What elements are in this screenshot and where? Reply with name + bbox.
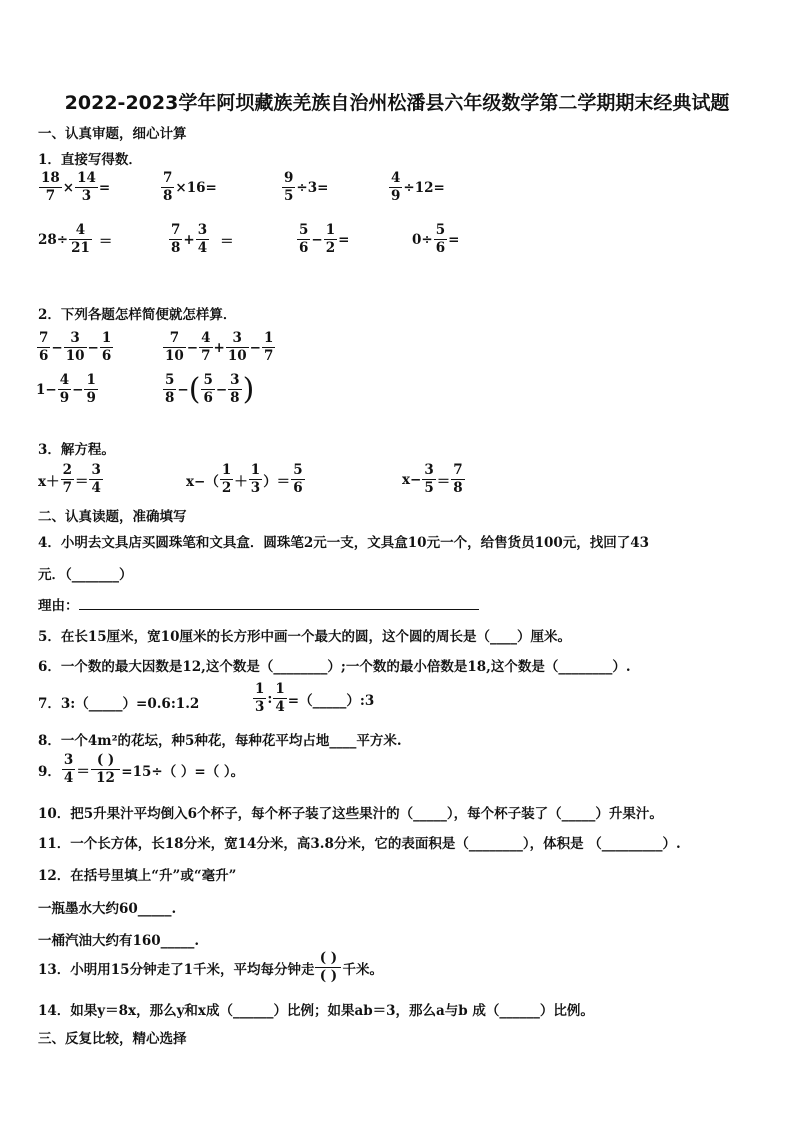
q10-text: 10．把5升果汁平均倒入6个杯子，每个杯子装了这些果汁的（_____），每个杯子装了（_____）升果汁。 bbox=[38, 806, 663, 822]
q11-text: 11．一个长方体，长18分米，宽14分米，高3.8分米，它的表面积是（________），体积是 （_________）. bbox=[38, 836, 681, 852]
q13-expr: 13．小明用15分钟走了1千米，平均每分钟走 $\frac{( )}{( )}$ 千米。 bbox=[38, 950, 383, 984]
q1-expr-6: $\frac{7}{8}$ + $\frac{3}{4}$ ＝ bbox=[171, 222, 234, 256]
q1-expr-2: $\frac{7}{8}$ ×16= bbox=[163, 170, 217, 204]
q2-expr-2: $\frac{7}{10}$ − $\frac{4}{7}$ + $\frac{3}{10}$ − $\frac{1}{7}$ bbox=[165, 330, 274, 364]
q12-line-1: 一瓶墨水大约60_____. bbox=[38, 901, 177, 917]
page-title: 2022-2023学年阿坝藏族羌族自治州松潘县六年级数学第二学期期末经典试题 bbox=[64, 92, 730, 114]
q3-equation-1: x＋ $\frac{2}{7}$ ＝ $\frac{3}{4}$ bbox=[38, 462, 101, 496]
q4-line-1: 4．小明去文具店买圆珠笔和文具盒．圆珠笔2元一支，文具盒10元一个，给售货员100元，找回了43 bbox=[38, 535, 650, 551]
q8-text: 8．一个4m²的花坛，种5种花，每种花平均占地____平方米. bbox=[38, 733, 402, 749]
q4-reason bbox=[38, 594, 479, 614]
q3-equation-3: x− $\frac{3}{5}$ ＝ $\frac{7}{8}$ bbox=[402, 462, 463, 496]
section-heading-1: 一、认真审题，细心计算 bbox=[38, 126, 187, 142]
section-heading-3: 三、反复比较，精心选择 bbox=[38, 1031, 187, 1047]
q1-expr-7: $\frac{5}{6}$ − $\frac{1}{2}$ = bbox=[299, 222, 350, 256]
q9-expr: 9． $\frac{3}{4}$ ＝ $\frac{( )}{12}$ =15÷（ ）=（ ）。 bbox=[38, 752, 245, 786]
q1-expr-4: $\frac{4}{9}$ ÷12= bbox=[391, 170, 445, 204]
q3-label: 3．解方程。 bbox=[38, 442, 115, 458]
q4-reason-label: 理由： bbox=[38, 598, 79, 614]
q1-expr-5: 28÷ $\frac{4}{21}$ ＝ bbox=[38, 222, 113, 256]
q5-text: 5．在长15厘米，宽10厘米的长方形中画一个最大的圆，这个圆的周长是（____）厘米。 bbox=[38, 629, 571, 645]
q14-text: 14．如果y＝8x，那么y和x成（______）比例；如果ab＝3，那么a与b 成（______）比例。 bbox=[38, 1003, 594, 1019]
q4-line-2: 元．（_______） bbox=[38, 567, 133, 583]
q1-expr-8: 0÷ $\frac{5}{6}$ = bbox=[412, 222, 460, 256]
section-heading-2: 二、认真读题，准确填写 bbox=[38, 509, 187, 525]
q2-expr-4: $\frac{5}{8}$ − ( $\frac{5}{6}$ − $\frac{3}{8}$ ) bbox=[165, 371, 255, 407]
q12-line-2: 一桶汽油大约有160_____. bbox=[38, 933, 200, 949]
q12-label: 12．在括号里填上“升”或“毫升” bbox=[38, 868, 237, 884]
q1-expr-3: $\frac{9}{5}$ ÷3= bbox=[284, 170, 329, 204]
q1-expr-1: $\frac{18}{7}$ × $\frac{14}{3}$ = bbox=[41, 170, 111, 204]
q2-expr-3: 1− $\frac{4}{9}$ − $\frac{1}{9}$ bbox=[36, 372, 96, 406]
q6-text: 6．一个数的最大因数是12,这个数是（________）;一个数的最小倍数是18,这个数是（________）. bbox=[38, 659, 631, 675]
q7-part-1: 7．3:（_____）=0.6:1.2 bbox=[38, 696, 200, 712]
q1-label: 1．直接写得数． bbox=[38, 152, 142, 168]
q7-part-2: $\frac{1}{3}$ : $\frac{1}{4}$ =（_____）:3 bbox=[255, 681, 375, 715]
q4-reason-blank[interactable] bbox=[79, 609, 479, 610]
q2-label: 2．下列各题怎样简便就怎样算． bbox=[38, 307, 237, 323]
q3-equation-2: x−（ $\frac{1}{2}$ ＋ $\frac{1}{3}$ ）＝ $\frac{5}{6}$ bbox=[186, 462, 303, 496]
q2-expr-1: $\frac{7}{6}$ − $\frac{3}{10}$ − $\frac{1}{6}$ bbox=[39, 330, 112, 364]
